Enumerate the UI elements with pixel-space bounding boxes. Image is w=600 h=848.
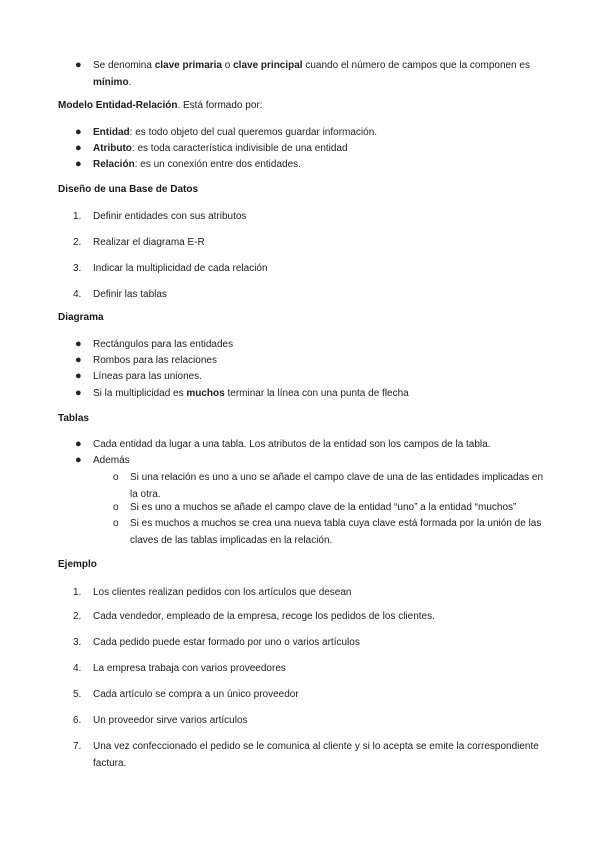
- tablas-sub-item: o Si es muchos a muchos se crea una nueva tabla cuya clave está formada por la unión de las claves de las tablas implicadas en la relación.: [130, 515, 545, 549]
- diagrama-item: ● Si la multiplicidad es muchos terminar la línea con una punta de flecha: [93, 385, 543, 402]
- diseno-item: 2. Realizar el diagrama E-R: [73, 237, 205, 248]
- tablas-sub-item: o Si una relación es uno a uno se añade el campo clave de una de las entidades implicadas en la otra.: [130, 469, 545, 503]
- intro-bullet: ● Se denomina clave primaria o clave principal cuando el número de campos que la componen es mínimo.: [75, 59, 530, 88]
- diseno-item: 3. Indicar la multiplicidad de cada relación: [73, 263, 268, 274]
- diagrama-item: ● Rombos para las relaciones: [93, 352, 543, 369]
- modelo-heading: Modelo Entidad-Relación. Está formado por:: [58, 100, 263, 111]
- bullet-dot: ●: [75, 158, 82, 170]
- ejemplo-item: 3. Cada pedido puede estar formado por uno o varios artículos: [73, 637, 360, 648]
- bullet-dot: ●: [75, 387, 82, 399]
- circle-bullet: o: [113, 518, 119, 529]
- diseno-item: 4. Definir las tablas: [73, 289, 167, 300]
- ejemplo-item: 4. La empresa trabaja con varios proveedores: [73, 663, 286, 674]
- ejemplo-heading: Ejemplo: [58, 559, 97, 570]
- tablas-sub-item: o Si es uno a muchos se añade el campo clave de la entidad “uno” a la entidad “muchos”: [130, 499, 545, 516]
- diseno-heading: Diseño de una Base de Datos: [58, 184, 199, 195]
- diagrama-item: ● Líneas para las uniones.: [93, 368, 543, 385]
- tablas-item: ● Además: [93, 452, 543, 469]
- ejemplo-item: 7. Una vez confeccionado el pedido se le comunica al cliente y si lo acepta se emite la correspondiente factura.: [73, 741, 539, 769]
- tablas-heading: Tablas: [58, 413, 89, 424]
- bullet-dot: ●: [75, 454, 82, 466]
- diagrama-item: ● Rectángulos para las entidades: [93, 336, 543, 353]
- bullet-dot: ●: [75, 370, 82, 382]
- bullet-dot: ●: [75, 354, 82, 366]
- bullet-dot: ●: [75, 438, 82, 450]
- ejemplo-item: 1. Los clientes realizan pedidos con los artículos que desean: [73, 587, 352, 598]
- diagrama-heading: Diagrama: [58, 312, 104, 323]
- ejemplo-item: 6. Un proveedor sirve varios artículos: [73, 715, 248, 726]
- bullet-dot: ●: [75, 142, 82, 154]
- bullet-dot: ●: [75, 59, 82, 71]
- tablas-item: ● Cada entidad da lugar a una tabla. Los atributos de la entidad son los campos de la tabla.: [93, 436, 543, 453]
- circle-bullet: o: [113, 502, 119, 513]
- ejemplo-item: 2. Cada vendedor, empleado de la empresa, recoge los pedidos de los clientes.: [73, 611, 435, 622]
- modelo-item: ● Entidad: es todo objeto del cual queremos guardar información.: [93, 124, 543, 141]
- modelo-item: ● Atributo: es toda característica indivisible de una entidad: [93, 140, 543, 157]
- circle-bullet: o: [113, 472, 119, 483]
- diseno-item: 1. Definir entidades con sus atributos: [73, 211, 247, 222]
- bullet-dot: ●: [75, 338, 82, 350]
- ejemplo-item: 5. Cada artículo se compra a un único proveedor: [73, 689, 299, 700]
- modelo-item: ● Relación: es un conexión entre dos entidades.: [93, 156, 543, 173]
- bullet-dot: ●: [75, 126, 82, 138]
